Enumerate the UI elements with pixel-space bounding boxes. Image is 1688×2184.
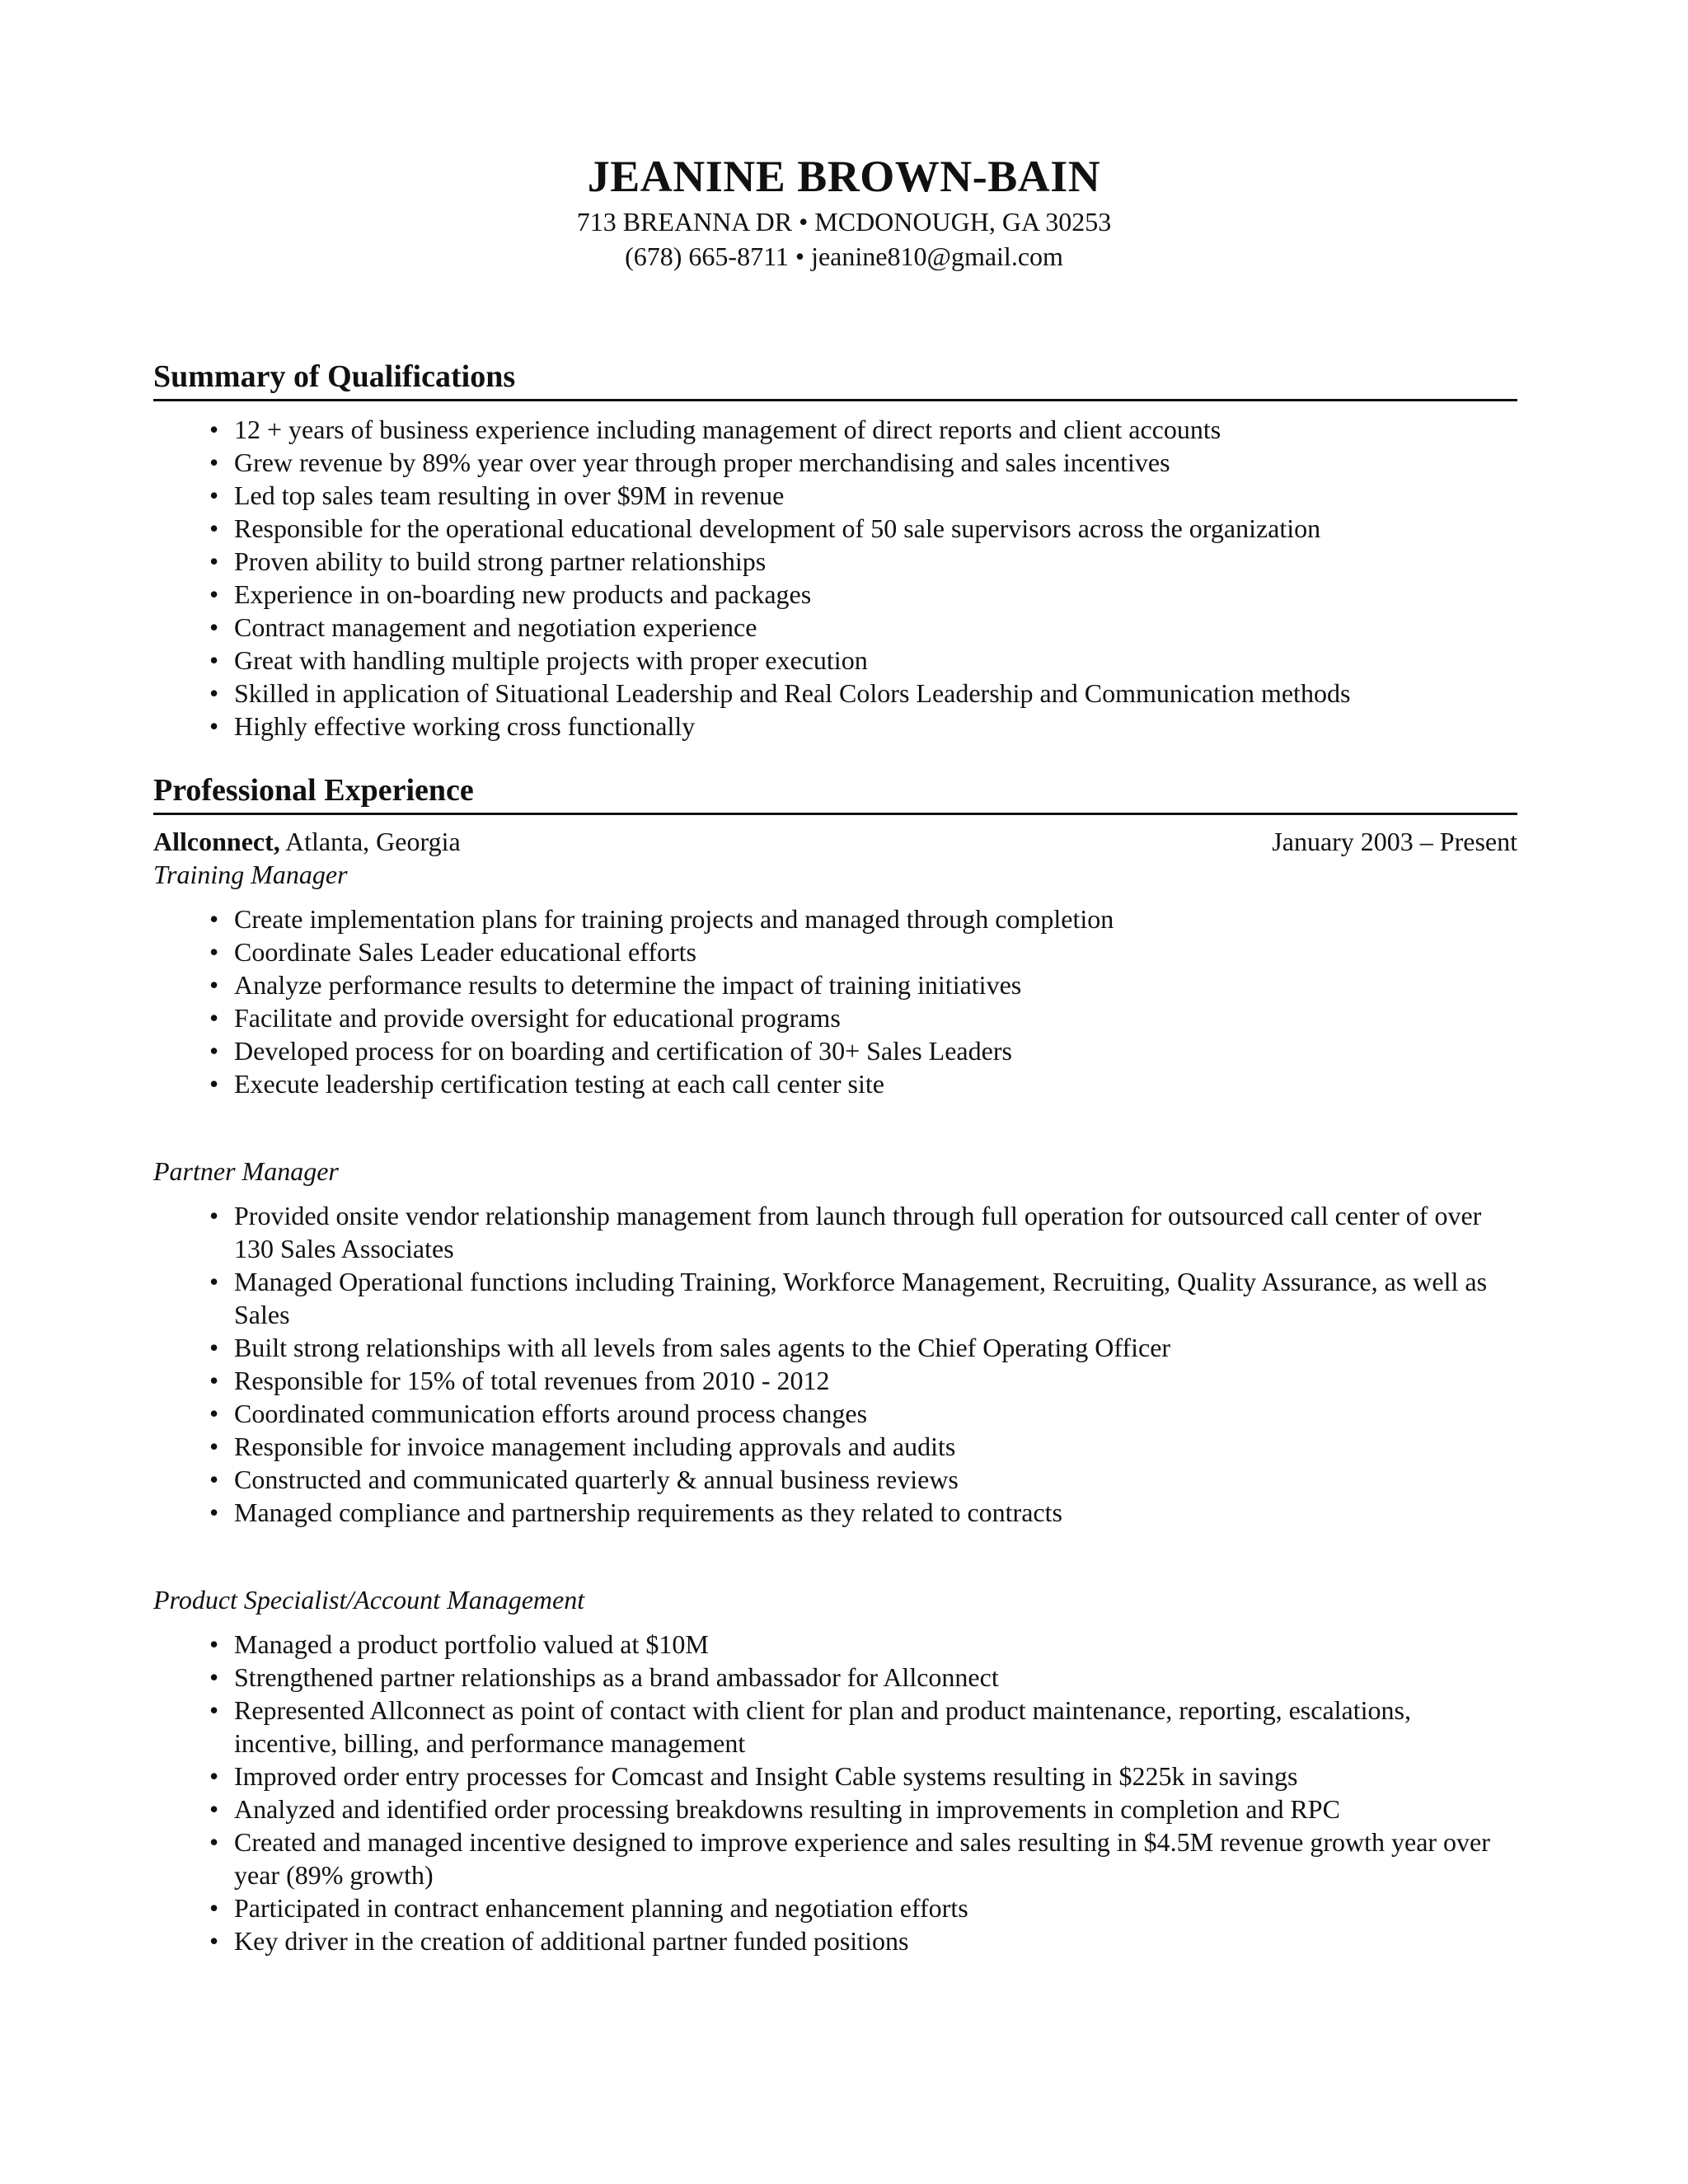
list-item: • Facilitate and provide oversight for educational programs (209, 1001, 1517, 1034)
list-item: • Provided onsite vendor relationship management from launch through full operation for outsourced call center of over 130 Sales Associates (209, 1199, 1517, 1265)
list-item: • Highly effective working cross functionally (209, 710, 1517, 743)
list-item: • Constructed and communicated quarterly & annual business reviews (209, 1463, 1517, 1496)
experience-section (153, 770, 1517, 1957)
list-item: • Developed process for on boarding and certification of 30+ Sales Leaders (209, 1034, 1517, 1067)
product-specialist-list (153, 1628, 1517, 1957)
summary-list (153, 413, 1517, 743)
summary-title: Summary of Qualifications (153, 356, 1517, 401)
company-name: Allconnect, (153, 827, 280, 856)
list-item: • Skilled in application of Situational Leadership and Real Colors Leadership and Communication methods (209, 677, 1517, 710)
list-item: • Represented Allconnect as point of contact with client for plan and product maintenance, reporting, escalations, incentive, billing, and performance management (209, 1694, 1517, 1760)
list-item: • Managed Operational functions including Training, Workforce Management, Recruiting, Quality Assurance, as well as Sales (209, 1265, 1517, 1331)
list-item: • Execute leadership certification testing at each call center site (209, 1067, 1517, 1100)
list-item: • Grew revenue by 89% year over year through proper merchandising and sales incentives (209, 446, 1517, 479)
address-line: 713 BREANNA DR • MCDONOUGH, GA 30253 (576, 207, 1112, 237)
role-title-product-specialist: Product Specialist/Account Management (153, 1585, 585, 1615)
list-item: • Analyzed and identified order processing breakdowns resulting in improvements in completion and RPC (209, 1793, 1517, 1825)
summary-section (153, 356, 1517, 743)
company-location: Atlanta, Georgia (279, 827, 461, 856)
list-item: • Led top sales team resulting in over $9M in revenue (209, 479, 1517, 512)
training-manager-list (153, 902, 1517, 1100)
list-item: • 12 + years of business experience including management of direct reports and client accounts (209, 413, 1517, 446)
contact-line: (678) 665-8711 • jeanine810@gmail.com (625, 241, 1063, 271)
list-item: • Managed compliance and partnership requirements as they related to contracts (209, 1496, 1517, 1529)
list-item: • Responsible for invoice management including approvals and audits (209, 1430, 1517, 1463)
list-item: • Proven ability to build strong partner relationships (209, 545, 1517, 578)
list-item: • Coordinate Sales Leader educational efforts (209, 935, 1517, 968)
list-item: • Contract management and negotiation experience (209, 611, 1517, 644)
role-title-partner-manager: Partner Manager (153, 1156, 339, 1186)
list-item: • Analyze performance results to determine the impact of training initiatives (209, 968, 1517, 1001)
partner-manager-list (153, 1199, 1517, 1529)
list-item: • Create implementation plans for training projects and managed through completion (209, 902, 1517, 935)
role-title-training-manager: Training Manager (153, 860, 348, 889)
list-item: • Responsible for 15% of total revenues from 2010 - 2012 (209, 1364, 1517, 1397)
resume-header (0, 148, 1688, 274)
list-item: • Strengthened partner relationships as a brand ambassador for Allconnect (209, 1661, 1517, 1694)
job-dates: January 2003 – Present (1272, 827, 1517, 856)
list-item: • Created and managed incentive designed to improve experience and sales resulting in $4.5M revenue growth year over year (89% growth) (209, 1825, 1517, 1891)
list-item: • Improved order entry processes for Comcast and Insight Cable systems resulting in $225k in savings (209, 1760, 1517, 1793)
list-item: • Great with handling multiple projects with proper execution (209, 644, 1517, 677)
list-item: • Managed a product portfolio valued at $10M (209, 1628, 1517, 1661)
list-item: • Experience in on-boarding new products and packages (209, 578, 1517, 611)
list-item: • Participated in contract enhancement planning and negotiation efforts (209, 1891, 1517, 1924)
candidate-name: JEANINE BROWN-BAIN (587, 152, 1101, 201)
list-item: • Responsible for the operational educational development of 50 sale supervisors across the organization (209, 512, 1517, 545)
list-item: • Built strong relationships with all levels from sales agents to the Chief Operating Officer (209, 1331, 1517, 1364)
experience-title: Professional Experience (153, 770, 1517, 815)
job-header (153, 825, 1517, 858)
list-item: • Coordinated communication efforts around process changes (209, 1397, 1517, 1430)
list-item: • Key driver in the creation of additional partner funded positions (209, 1924, 1517, 1957)
